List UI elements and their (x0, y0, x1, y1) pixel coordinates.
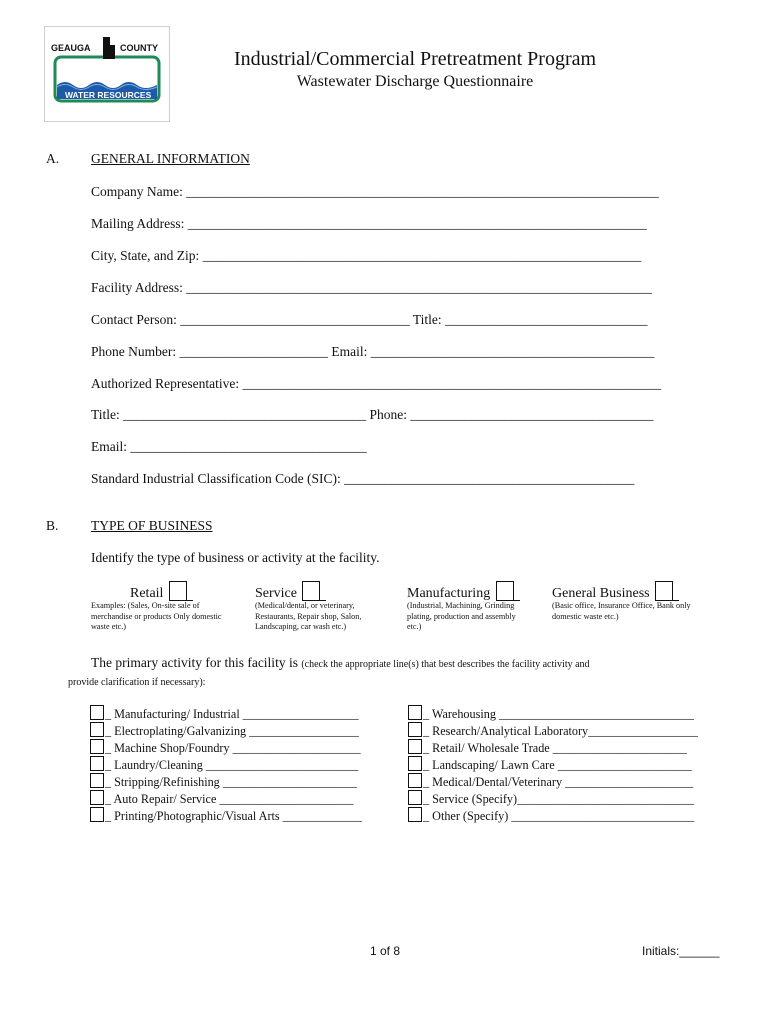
mailing-address-field[interactable]: Mailing Address: ____________________________________________________________________ (91, 216, 647, 231)
page-number: 1 of 8 (369, 944, 401, 958)
company-name-field[interactable]: Company Name: ______________________________________________________________________ (91, 184, 659, 199)
activity-checkbox[interactable] (408, 807, 422, 822)
activity-item[interactable]: _ Service (Specify)_____________________________ (408, 790, 698, 807)
business-type-instruction: Identify the type of business or activity at the facility. (91, 550, 380, 565)
activity-checkbox[interactable] (90, 773, 104, 788)
activity-checkbox[interactable] (408, 790, 422, 805)
title-phone-field[interactable]: Title: ____________________________________ Phone: ____________________________________ (91, 407, 654, 422)
section-a-heading: GENERAL INFORMATION (91, 151, 250, 166)
activity-checkbox[interactable] (408, 773, 422, 788)
city-state-zip-field[interactable]: City, State, and Zip: _________________________________________________________________ (91, 248, 642, 263)
activity-item[interactable]: _ Other (Specify) ______________________________ (408, 807, 698, 824)
activity-checkbox[interactable] (90, 807, 104, 822)
section-b-letter: B. (46, 518, 59, 533)
logo-name-left: GEAUGA (51, 43, 91, 53)
activity-checkbox[interactable] (408, 705, 422, 720)
activity-item[interactable]: _ Laundry/Cleaning _________________________ (90, 756, 362, 773)
manufacturing-checkbox[interactable] (496, 581, 514, 601)
general-business-option[interactable] (552, 581, 679, 602)
activity-checkbox[interactable] (90, 722, 104, 737)
activity-item[interactable]: _ Stripping/Refinishing ______________________ (90, 773, 362, 790)
initials-field[interactable]: Initials:______ (642, 944, 720, 958)
service-example: (Medical/dental, or veterinary, Restaurants, Repair shop, Salon, Landscaping, car wash etc.) (255, 601, 362, 632)
primary-activity-main: The primary activity for this facility is (91, 655, 298, 670)
logo-name-right: COUNTY (120, 43, 158, 53)
retail-example: Examples: (Sales, On-site sale of merchandise or products Only domestic waste etc.) (91, 601, 222, 632)
page-subtitle: Wastewater Discharge Questionnaire (296, 73, 534, 90)
manufacturing-label: Manufacturing (407, 586, 491, 601)
primary-activity-prompt (91, 655, 590, 671)
activity-checkbox[interactable] (90, 739, 104, 754)
facility-address-field[interactable]: Facility Address: _____________________________________________________________________ (91, 280, 652, 295)
activity-item[interactable]: _ Research/Analytical Laboratory__________________ (408, 722, 698, 739)
service-checkbox[interactable] (302, 581, 320, 601)
service-label: Service (255, 586, 297, 601)
retail-label: Retail (130, 586, 164, 601)
service-option[interactable] (255, 581, 326, 602)
activity-item[interactable]: _ Printing/Photographic/Visual Arts _____________ (90, 807, 362, 824)
activity-item[interactable]: _ Retail/ Wholesale Trade ______________________ (408, 739, 698, 756)
activity-item[interactable]: _ Warehousing ________________________________ (408, 705, 698, 722)
activity-item[interactable]: _ Electroplating/Galvanizing __________________ (90, 722, 362, 739)
activity-item[interactable]: _ Auto Repair/ Service ______________________ (90, 790, 362, 807)
activity-checkbox[interactable] (90, 756, 104, 771)
activity-checkbox[interactable] (408, 756, 422, 771)
right-activity-list (408, 705, 698, 824)
activity-checkbox[interactable] (408, 739, 422, 754)
activity-checkbox[interactable] (90, 705, 104, 720)
general-business-label: General Business (552, 586, 650, 601)
general-business-checkbox[interactable] (655, 581, 673, 601)
activity-item[interactable]: _ Landscaping/ Lawn Care ______________________ (408, 756, 698, 773)
manufacturing-option[interactable] (407, 581, 520, 602)
sic-code-field[interactable]: Standard Industrial Classification Code (SIC): ___________________________________________ (91, 471, 635, 486)
section-a-letter: A. (46, 151, 60, 166)
activity-checkbox[interactable] (90, 790, 104, 805)
manufacturing-example: (Industrial, Machining, Grinding plating, production and assembly etc.) (407, 601, 516, 632)
retail-checkbox[interactable] (169, 581, 187, 601)
section-b-heading: TYPE OF BUSINESS (91, 518, 213, 533)
page-title: Industrial/Commercial Pretreatment Program (233, 48, 597, 70)
contact-person-field[interactable]: Contact Person: __________________________________ Title: ______________________________ (91, 312, 648, 327)
activity-item[interactable]: _ Medical/Dental/Veterinary _____________________ (408, 773, 698, 790)
activity-item[interactable]: _ Manufacturing/ Industrial ___________________ (90, 705, 362, 722)
primary-activity-note: (check the appropriate line(s) that best describes the facility activity and (301, 659, 590, 670)
activity-checkbox[interactable] (408, 722, 422, 737)
authorized-rep-field[interactable]: Authorized Representative: ______________________________________________________________ (91, 376, 661, 391)
left-activity-list (90, 705, 362, 824)
general-business-example: (Basic office, Insurance Office, Bank only domestic waste etc.) (552, 601, 691, 621)
retail-option[interactable] (130, 581, 193, 602)
email-field[interactable]: Email: ___________________________________ (91, 439, 367, 454)
logo-subtitle: WATER RESOURCES (65, 90, 152, 100)
activity-item[interactable]: _ Machine Shop/Foundry _____________________ (90, 739, 362, 756)
primary-activity-note-2: provide clarification if necessary): (68, 677, 206, 688)
phone-email-field[interactable]: Phone Number: ______________________ Email: __________________________________________ (91, 344, 655, 359)
